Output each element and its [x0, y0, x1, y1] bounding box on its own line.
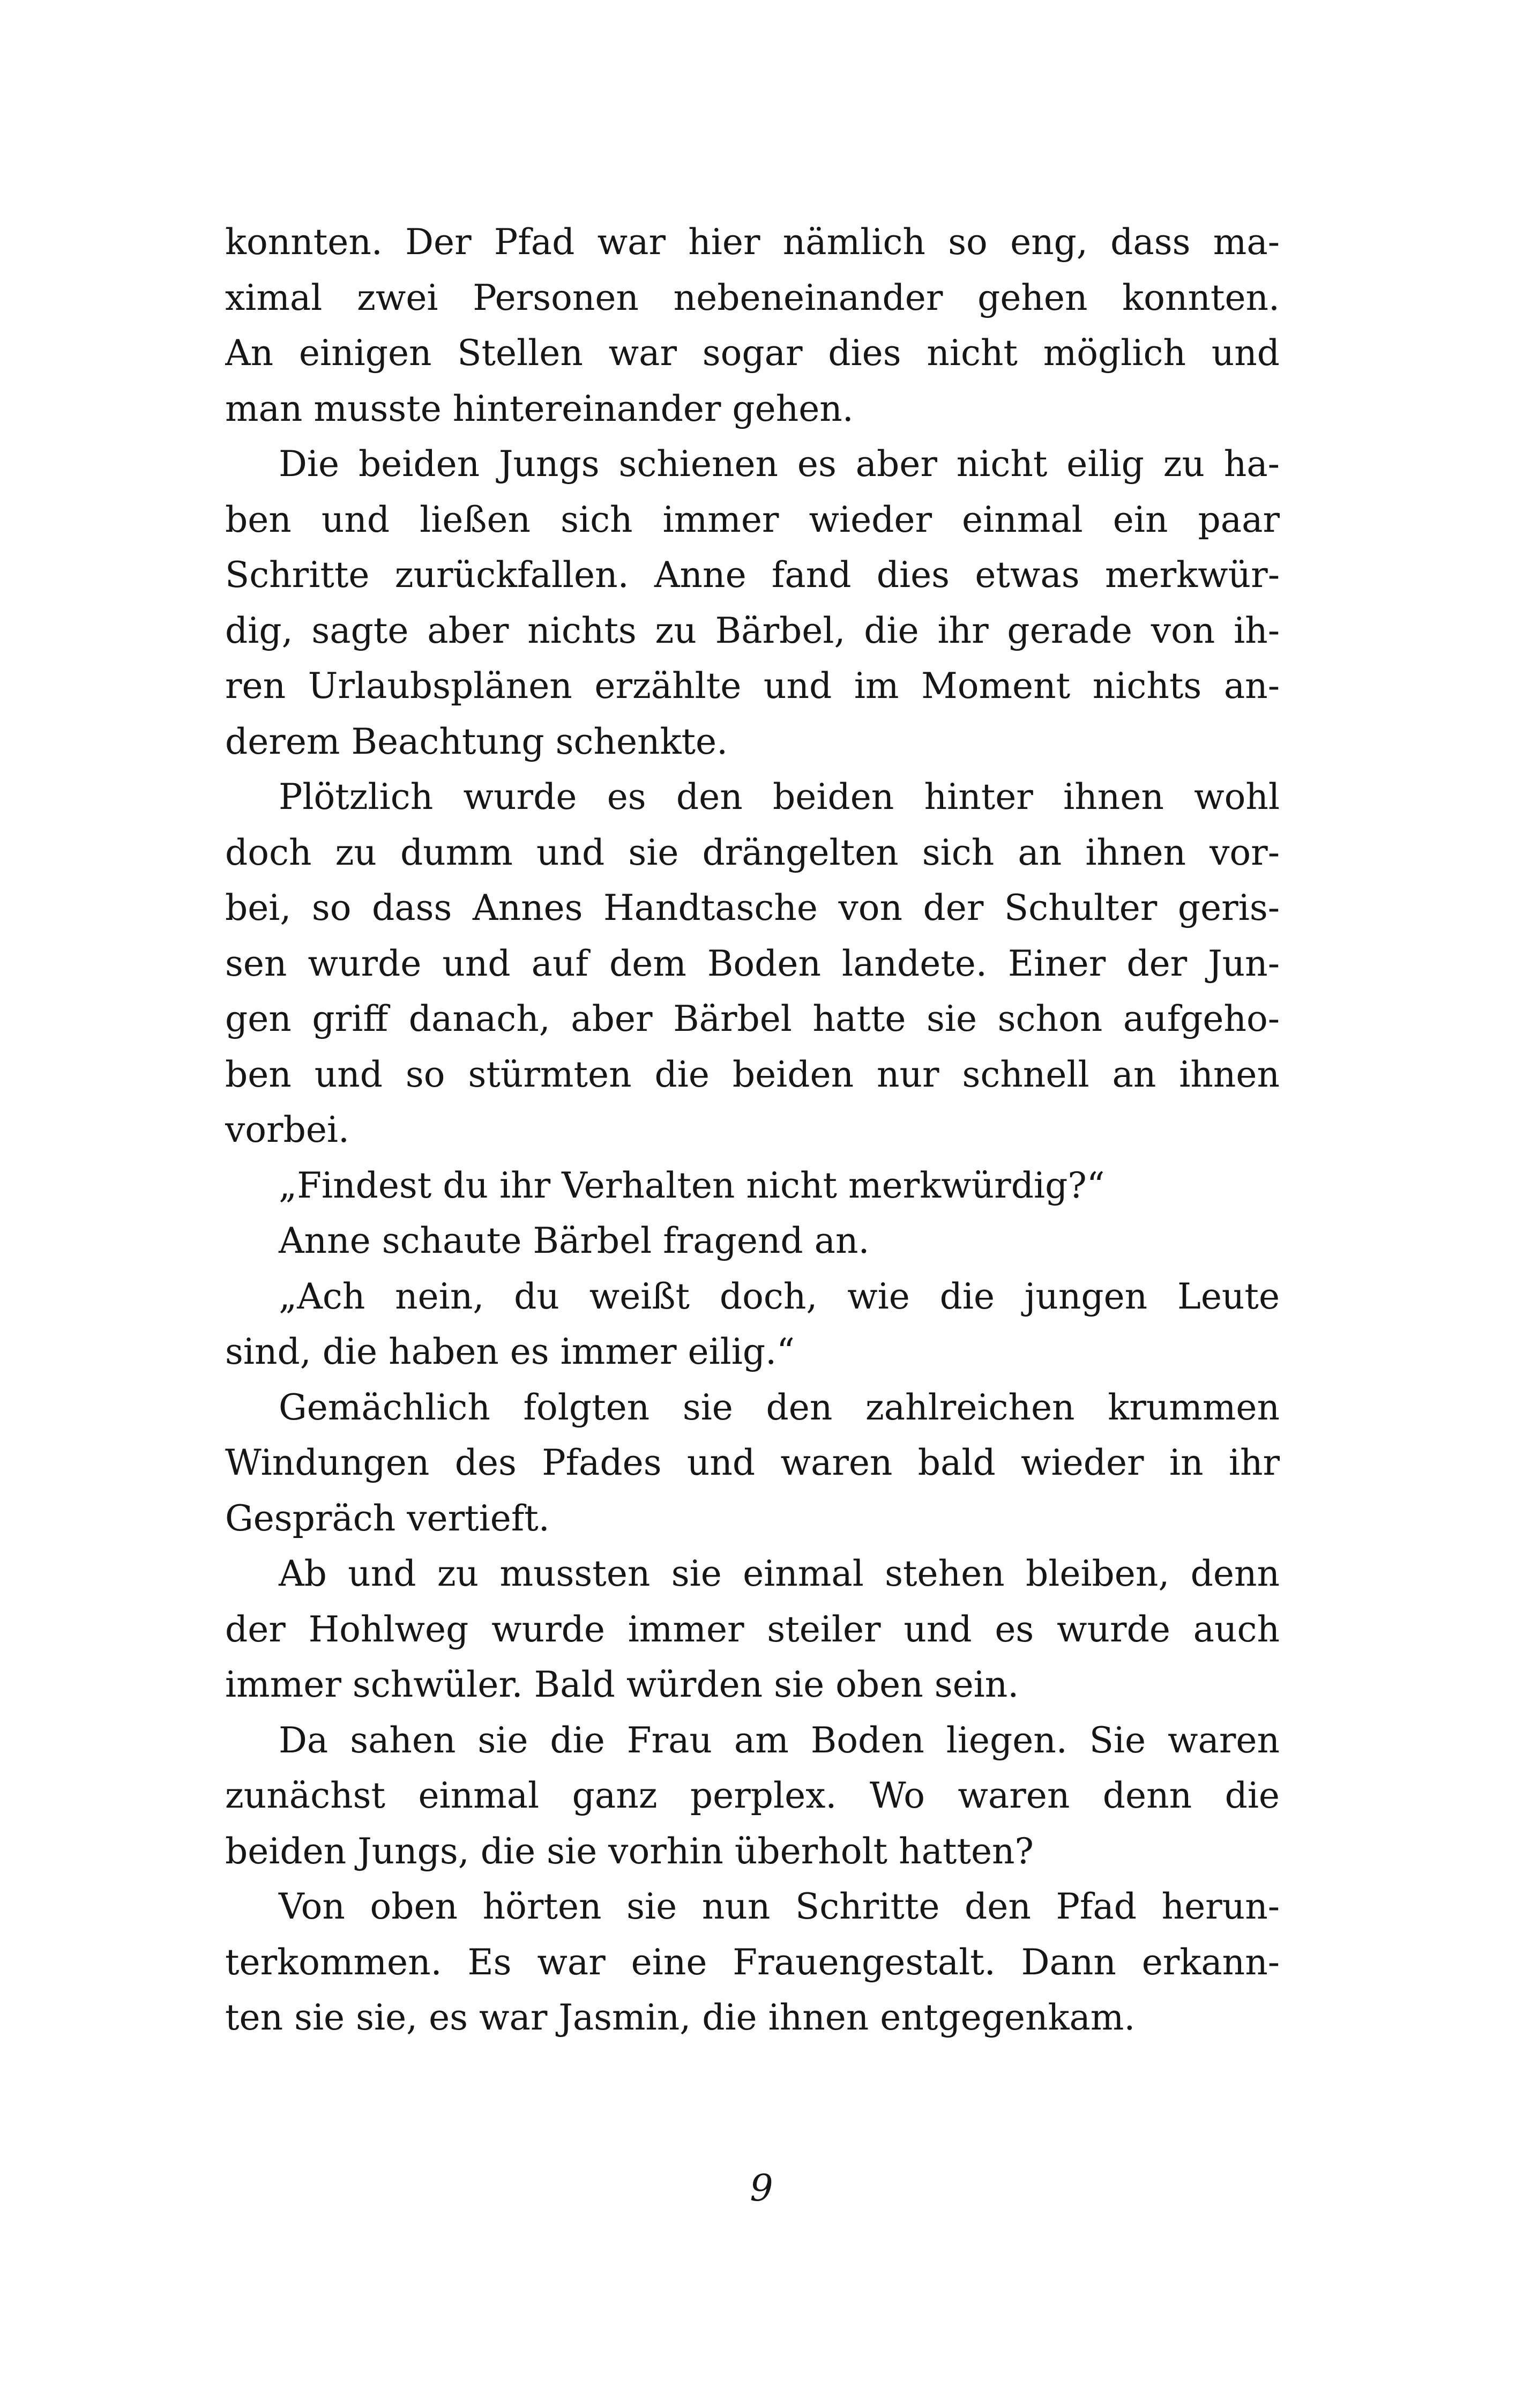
text-line: sind, die haben es immer eilig.“ [225, 1331, 795, 1372]
text-line: „Findest du ihr Verhalten nicht merkwürdig?“ [279, 1164, 1105, 1206]
paragraph [225, 214, 1280, 436]
text-line: An einigen Stellen war sogar dies nicht möglich und [225, 332, 1280, 374]
paragraph [225, 1879, 1280, 2046]
paragraph [225, 1269, 1280, 1380]
text-line: Gespräch vertieft. [225, 1497, 550, 1539]
text-line: terkommen. Es war eine Frauengestalt. Dann erkann- [225, 1941, 1280, 1983]
text-line: Schritte zurückfallen. Anne fand dies etwas merkwür- [225, 554, 1280, 596]
text-line: derem Beachtung schenkte. [225, 720, 728, 762]
text-line: sen wurde und auf dem Boden landete. Einer der Jun- [225, 942, 1280, 984]
paragraph [225, 1158, 1280, 1214]
text-line: gen griff danach, aber Bärbel hatte sie schon aufgeho- [225, 998, 1280, 1039]
text-line: konnten. Der Pfad war hier nämlich so eng, dass ma- [225, 221, 1280, 263]
text-line: Ab und zu mussten sie einmal stehen bleiben, denn [279, 1553, 1280, 1594]
text-line: ten sie sie, es war Jasmin, die ihnen entgegenkam. [225, 1997, 1136, 2038]
paragraph [225, 1713, 1280, 1879]
text-line: vorbei. [225, 1109, 349, 1150]
page-number: 9 [750, 2167, 773, 2210]
text-line: Die beiden Jungs schienen es aber nicht eilig zu ha- [279, 443, 1280, 485]
text-line: Anne schaute Bärbel fragend an. [279, 1220, 870, 1261]
text-line: beiden Jungs, die sie vorhin überholt hatten? [225, 1830, 1034, 1872]
paragraph [225, 1213, 1280, 1269]
text-line: Von oben hörten sie nun Schritte den Pfad herun- [279, 1886, 1280, 1927]
text-line: ben und so stürmten die beiden nur schnell an ihnen [225, 1053, 1280, 1095]
text-line: Da sahen sie die Frau am Boden liegen. Sie waren [279, 1719, 1280, 1761]
text-line: ben und ließen sich immer wieder einmal ein paar [225, 499, 1280, 540]
body-text [225, 214, 1280, 2046]
paragraph [225, 769, 1280, 1158]
paragraph [225, 1546, 1280, 1713]
text-line: der Hohlweg wurde immer steiler und es wurde auch [225, 1608, 1280, 1650]
text-line: doch zu dumm und sie drängelten sich an ihnen vor- [225, 831, 1280, 873]
text-line: man musste hintereinander gehen. [225, 388, 854, 429]
paragraph [225, 436, 1280, 769]
text-line: Gemächlich folgten sie den zahlreichen krummen [279, 1386, 1280, 1428]
text-line: „Ach nein, du weißt doch, wie die jungen Leute [279, 1275, 1280, 1317]
text-line: Windungen des Pfades und waren bald wieder in ihr [225, 1442, 1280, 1483]
paragraph [225, 1380, 1280, 1547]
text-line: dig, sagte aber nichts zu Bärbel, die ihr gerade von ih- [225, 610, 1280, 651]
text-line: ren Urlaubsplänen erzählte und im Moment nichts an- [225, 665, 1280, 707]
text-line: Plötzlich wurde es den beiden hinter ihnen wohl [279, 776, 1280, 817]
text-line: zunächst einmal ganz perplex. Wo waren denn die [225, 1775, 1280, 1816]
text-line: immer schwüler. Bald würden sie oben sein. [225, 1664, 1019, 1705]
text-line: ximal zwei Personen nebeneinander gehen konnten. [225, 277, 1280, 318]
text-line: bei, so dass Annes Handtasche von der Schulter geris- [225, 887, 1280, 928]
